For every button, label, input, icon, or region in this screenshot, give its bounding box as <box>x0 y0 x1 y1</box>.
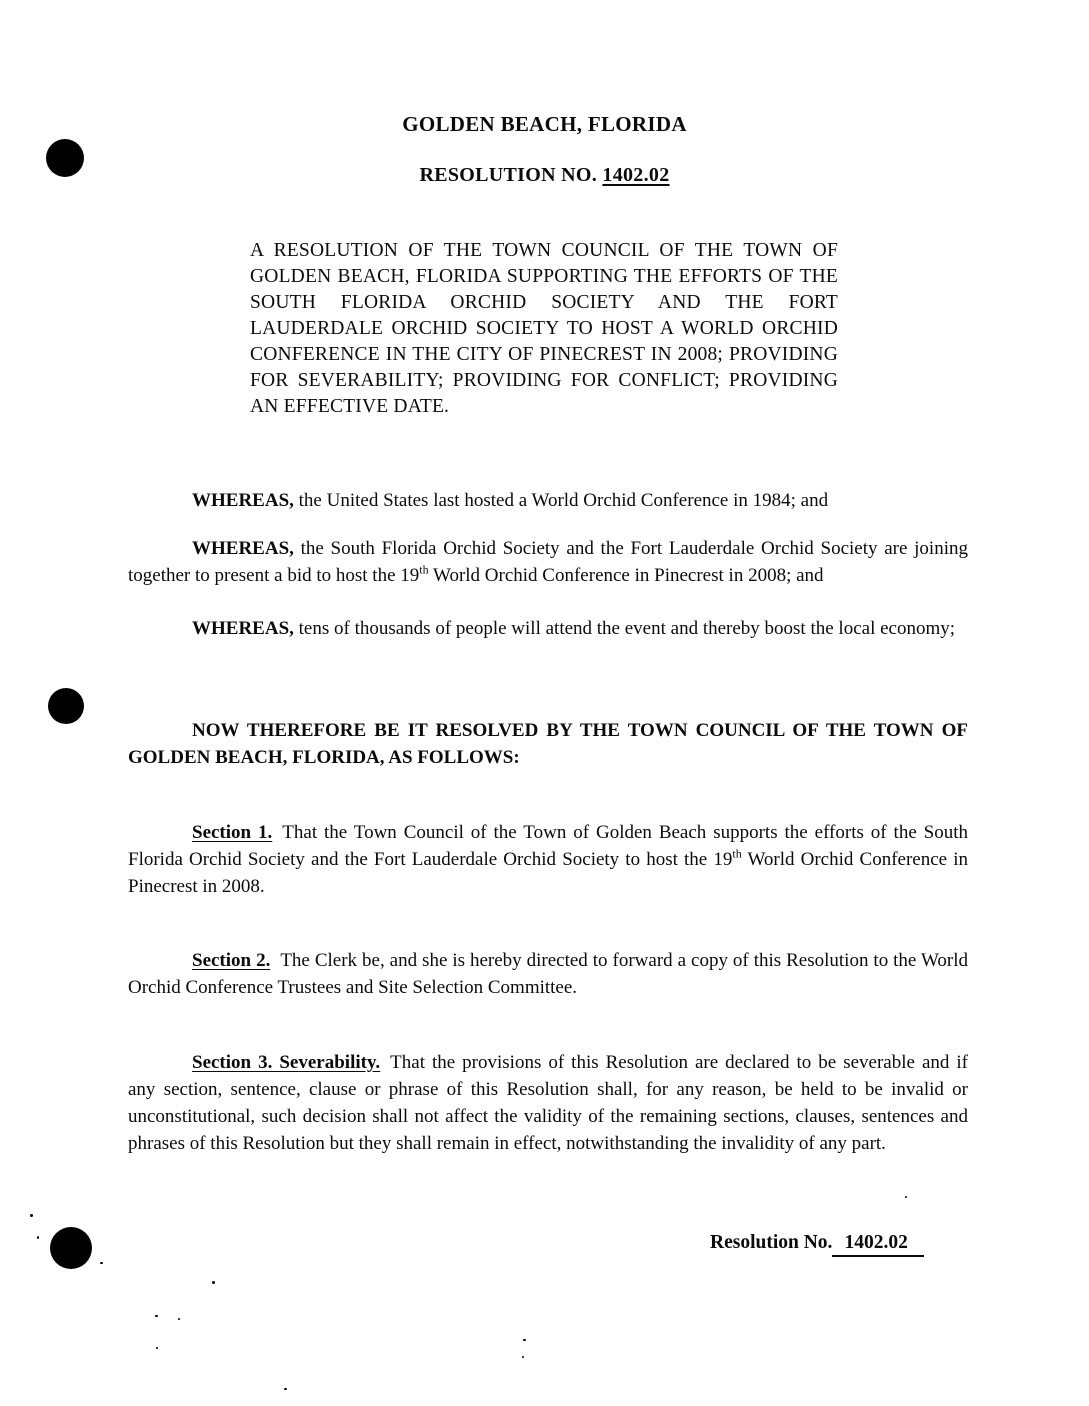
scan-speckle <box>523 1339 526 1341</box>
whereas-clause-2 <box>128 535 968 589</box>
scan-speckle <box>212 1281 215 1284</box>
whereas-lead: WHEREAS, <box>192 490 294 511</box>
resolution-heading <box>0 164 1089 187</box>
scan-speckle <box>522 1356 524 1358</box>
footer-resolution-label: Resolution No. <box>710 1232 833 1253</box>
resolution-label-text: RESOLUTION NO. <box>419 164 598 186</box>
whereas-text: the South Florida Orchid Society and the Fort Lauderdale Orchid Society are joining together to present a bid to host the 19 <box>128 538 968 586</box>
scan-speckle <box>178 1318 180 1320</box>
document-title <box>0 112 1089 137</box>
scan-speckle <box>156 1347 158 1349</box>
whereas-lead: WHEREAS, <box>192 538 294 559</box>
scan-speckle <box>155 1315 158 1317</box>
whereas-text: the United States last hosted a World Orchid Conference in 1984; and <box>293 490 829 511</box>
resolution-number-text: 1402.02 <box>602 164 670 186</box>
scan-speckle <box>284 1388 287 1390</box>
section-heading: Section 3. Severability. <box>192 1052 381 1073</box>
section-text: The Clerk be, and she is hereby directed to forward a copy of this Resolution to the World Orchid Conference Trustees and Site Selection Committee. <box>128 950 968 998</box>
whereas-lead: WHEREAS, <box>192 618 294 639</box>
footer-resolution-line <box>710 1232 924 1257</box>
hole-punch-mark <box>48 688 84 724</box>
scan-speckle <box>30 1214 33 1217</box>
scan-speckle <box>37 1236 39 1239</box>
scan-speckle <box>905 1196 907 1198</box>
preamble-block: A RESOLUTION OF THE TOWN COUNCIL OF THE TOWN OF GOLDEN BEACH, FLORIDA SUPPORTING THE EFFORTS OF THE SOUTH FLORIDA ORCHID SOCIETY AND THE FORT LAUDERDALE ORCHID SOCIETY TO HOST A WORLD ORCHID CONFERENCE IN THE CITY OF PINECREST IN 2008; PROVIDING FOR SEVERABILITY; PROVIDING FOR CONFLICT; PROVIDING AN EFFECTIVE DATE. <box>250 240 838 417</box>
footer-resolution-number: 1402.02 <box>832 1232 923 1257</box>
whereas-clause-3 <box>128 615 968 642</box>
section-heading: Section 1. <box>192 822 273 843</box>
scan-speckle <box>100 1262 103 1264</box>
whereas-text: World Orchid Conference in Pinecrest in 2008; and <box>428 565 824 586</box>
resolved-clause: NOW THEREFORE BE IT RESOLVED BY THE TOWN COUNCIL OF THE TOWN OF GOLDEN BEACH, FLORIDA, AS FOLLOWS: <box>128 720 968 768</box>
whereas-clause-1 <box>128 487 968 514</box>
whereas-text: tens of thousands of people will attend the event and thereby boost the local economy; <box>293 618 956 639</box>
hole-punch-mark <box>50 1227 92 1269</box>
ordinal-superscript: th <box>419 562 429 577</box>
section-text: World Orchid Conference in Pinecrest in 2008. <box>128 849 968 897</box>
section-text: That the provisions of this Resolution are declared to be severable and if any section, sentence, clause or phrase of this Resolution shall, for any reason, be held to be invalid or unconstitutional, such decision shall not affect the validity of the remaining sections, clauses, sentences and phrases of this Resolution but they shall remain in effect, notwithstanding the invalidity of any part. <box>128 1052 968 1154</box>
section-heading: Section 2. <box>192 950 271 971</box>
section-1 <box>128 819 968 900</box>
city-title-text: GOLDEN BEACH, FLORIDA <box>402 112 687 136</box>
section-3 <box>128 1049 968 1157</box>
section-2 <box>128 947 968 1001</box>
section-text: That the Town Council of the Town of Golden Beach supports the efforts of the South Florida Orchid Society and the Fort Lauderdale Orchid Society to host the 19 <box>128 822 969 870</box>
ordinal-superscript: th <box>732 846 742 861</box>
